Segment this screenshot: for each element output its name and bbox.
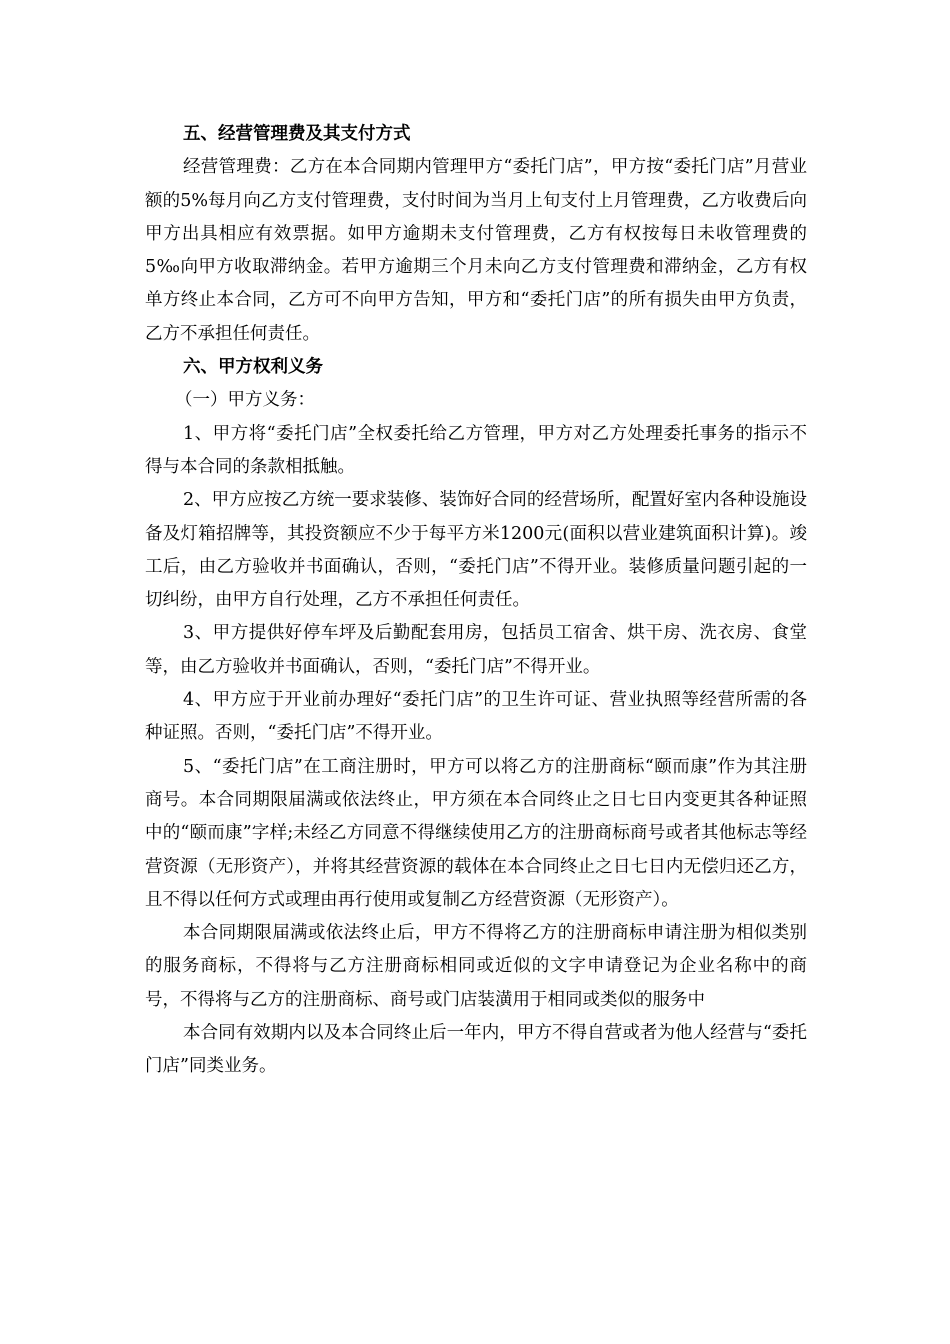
paragraph-obligation-2: 2、甲方应按乙方统一要求装修、装饰好合同的经营场所，配置好室内各种设施设备及灯箱招牌等，其投资额应不少于每平方米1200元(面积以营业建筑面积计算)。竣工后，由乙方验收并书面确认，否则，“委托门店”不得开业。装修质量问题引起的一切纠纷，由甲方自行处理，乙方不承担任何责任。 xyxy=(145,490,807,611)
paragraph-obligation-5: 5、“委托门店”在工商注册时，甲方可以将乙方的注册商标“颐而康”作为其注册商号。本合同期限届满或依法终止，甲方须在本合同终止之日七日内变更其各种证照中的“颐而康”字样;未经乙方同意不得继续使用乙方的注册商标商号或者其他标志等经营资源（无形资产），并将其经营资源的载体在本合同终止之日七日内无偿归还乙方，且不得以任何方式或理由再行使用或复制乙方经营资源（无形资产）。 xyxy=(145,756,807,910)
paragraph-obligation-4: 4、甲方应于开业前办理好“委托门店”的卫生许可证、营业执照等经营所需的各种证照。否则，“委托门店”不得开业。 xyxy=(145,690,807,744)
paragraph-obligation-3: 3、甲方提供好停车坪及后勤配套用房，包括员工宿舍、烘干房、洗衣房、食堂等，由乙方验收并书面确认，否则，“委托门店”不得开业。 xyxy=(145,623,807,677)
section-heading-management-fee: 五、经营管理费及其支付方式 xyxy=(183,124,411,144)
paragraph-management-fee: 经营管理费：乙方在本合同期内管理甲方“委托门店”，甲方按“委托门店”月营业额的5%每月向乙方支付管理费，支付时间为当月上旬支付上月管理费，乙方收费后向甲方出具相应有效票据。如甲方逾期未支付管理费，乙方有权按每日未收管理费的5‰向甲方收取滞纳金。若甲方逾期三个月未向乙方支付管理费和滞纳金，乙方有权单方终止本合同，乙方可不向甲方告知，甲方和“委托门店”的所有损失由甲方负责，乙方不承担任何责任。 xyxy=(145,157,807,344)
paragraph-post-termination: 本合同期限届满或依法终止后，甲方不得将乙方的注册商标申请注册为相似类别的服务商标，不得将与乙方注册商标相同或近似的文字申请登记为企业名称中的商号，不得将与乙方的注册商标、商号或门店装潢用于相同或类似的服务中 xyxy=(145,923,807,1010)
paragraph-non-compete: 本合同有效期内以及本合同终止后一年内，甲方不得自营或者为他人经营与“委托门店”同类业务。 xyxy=(145,1023,807,1077)
paragraph-obligation-1: 1、甲方将“委托门店”全权委托给乙方管理，甲方对乙方处理委托事务的指示不得与本合同的条款相抵触。 xyxy=(145,423,807,477)
section-heading-party-a-rights: 六、甲方权利义务 xyxy=(183,357,323,378)
subheading-party-a-obligations: （一）甲方义务： xyxy=(175,390,315,411)
document-page xyxy=(145,118,807,1084)
